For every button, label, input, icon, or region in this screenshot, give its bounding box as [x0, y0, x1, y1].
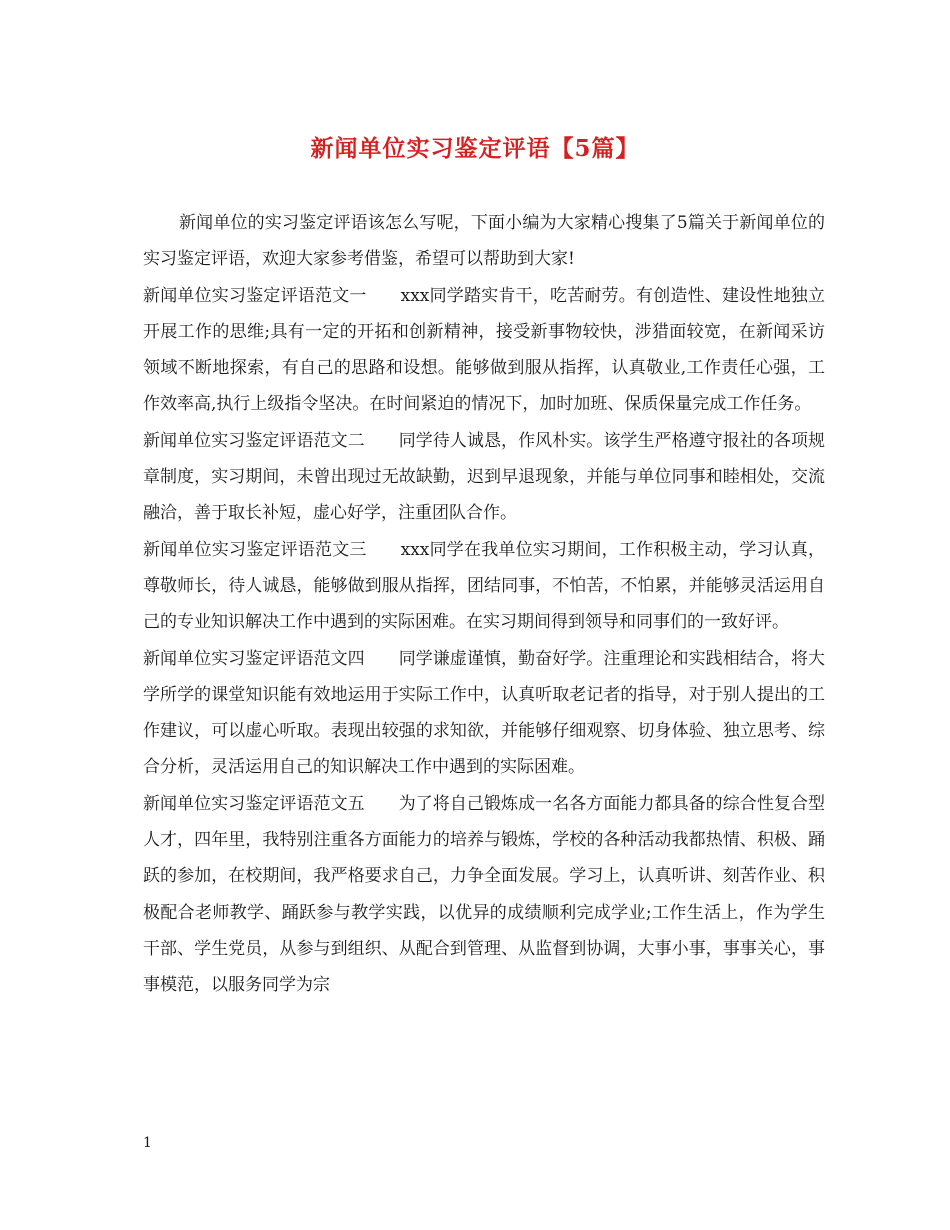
- section-paragraph-2: [143, 423, 825, 532]
- intro-paragraph: 新闻单位的实习鉴定评语该怎么写呢，下面小编为大家精心搜集了5篇关于新闻单位的实习鉴定评语，欢迎大家参考借鉴，希望可以帮助到大家!: [143, 213, 825, 270]
- section-heading-5: 新闻单位实习鉴定评语范文五: [143, 793, 365, 814]
- section-paragraph-3: [143, 532, 825, 641]
- section-text-2: 同学待人诚恳，作风朴实。该学生严格遵守报社的各项规章制度，实习期间，未曾出现过无故缺勤，迟到早退现象，并能与单位同事和睦相处，交流融洽，善于取长补短，虚心好学，注重团队合作。: [143, 430, 825, 524]
- document-title: 新闻单位实习鉴定评语【5篇】: [310, 135, 640, 162]
- page-number: 1: [143, 1135, 152, 1151]
- section-heading-1: 新闻单位实习鉴定评语范文一: [143, 285, 367, 306]
- section-text-1: xxx同学踏实肯干，吃苦耐劳。有创造性、建设性地独立开展工作的思维;具有一定的开拓和创新精神，接受新事物较快，涉猎面较宽，在新闻采访领域不断地探索，有自己的思路和设想。能够做到服从指挥，认真敬业,工作责任心强，工作效率高,执行上级指令坚决。在时间紧迫的情况下，加时加班、保质保量完成工作任务。: [143, 285, 826, 415]
- section-paragraph-5: [143, 786, 825, 1004]
- section-heading-4: 新闻单位实习鉴定评语范文四: [143, 648, 365, 669]
- section-paragraph-4: [143, 641, 825, 786]
- document-body: [143, 205, 825, 1004]
- section-text-4: 同学谦虚谨慎，勤奋好学。注重理论和实践相结合，将大学所学的课堂知识能有效地运用于实际工作中，认真听取老记者的指导，对于别人提出的工作建议，可以虚心听取。表现出较强的求知欲，并能够仔细观察、切身体验、独立思考、综合分析，灵活运用自己的知识解决工作中遇到的实际困难。: [143, 648, 825, 778]
- section-heading-2: 新闻单位实习鉴定评语范文二: [143, 430, 365, 451]
- section-text-5: 为了将自己锻炼成一名各方面能力都具备的综合性复合型人才，四年里，我特别注重各方面能力的培养与锻炼，学校的各种活动我都热情、积极、踊跃的参加，在校期间，我严格要求自己，力争全面发展。学习上，认真听讲、刻苦作业、积极配合老师教学、踊跃参与教学实践，以优异的成绩顺利完成学业;工作生活上，作为学生干部、学生党员，从参与到组织、从配合到管理、从监督到协调，大事小事，事事关心，事事模范，以服务同学为宗: [143, 793, 825, 996]
- section-text-3: xxx同学在我单位实习期间，工作积极主动，学习认真，尊敬师长，待人诚恳，能够做到服从指挥，团结同事，不怕苦，不怕累，并能够灵活运用自己的专业知识解决工作中遇到的实际困难。在实习期间得到领导和同事们的一致好评。: [143, 539, 826, 633]
- section-paragraph-1: [143, 278, 825, 423]
- section-heading-3: 新闻单位实习鉴定评语范文三: [143, 539, 367, 560]
